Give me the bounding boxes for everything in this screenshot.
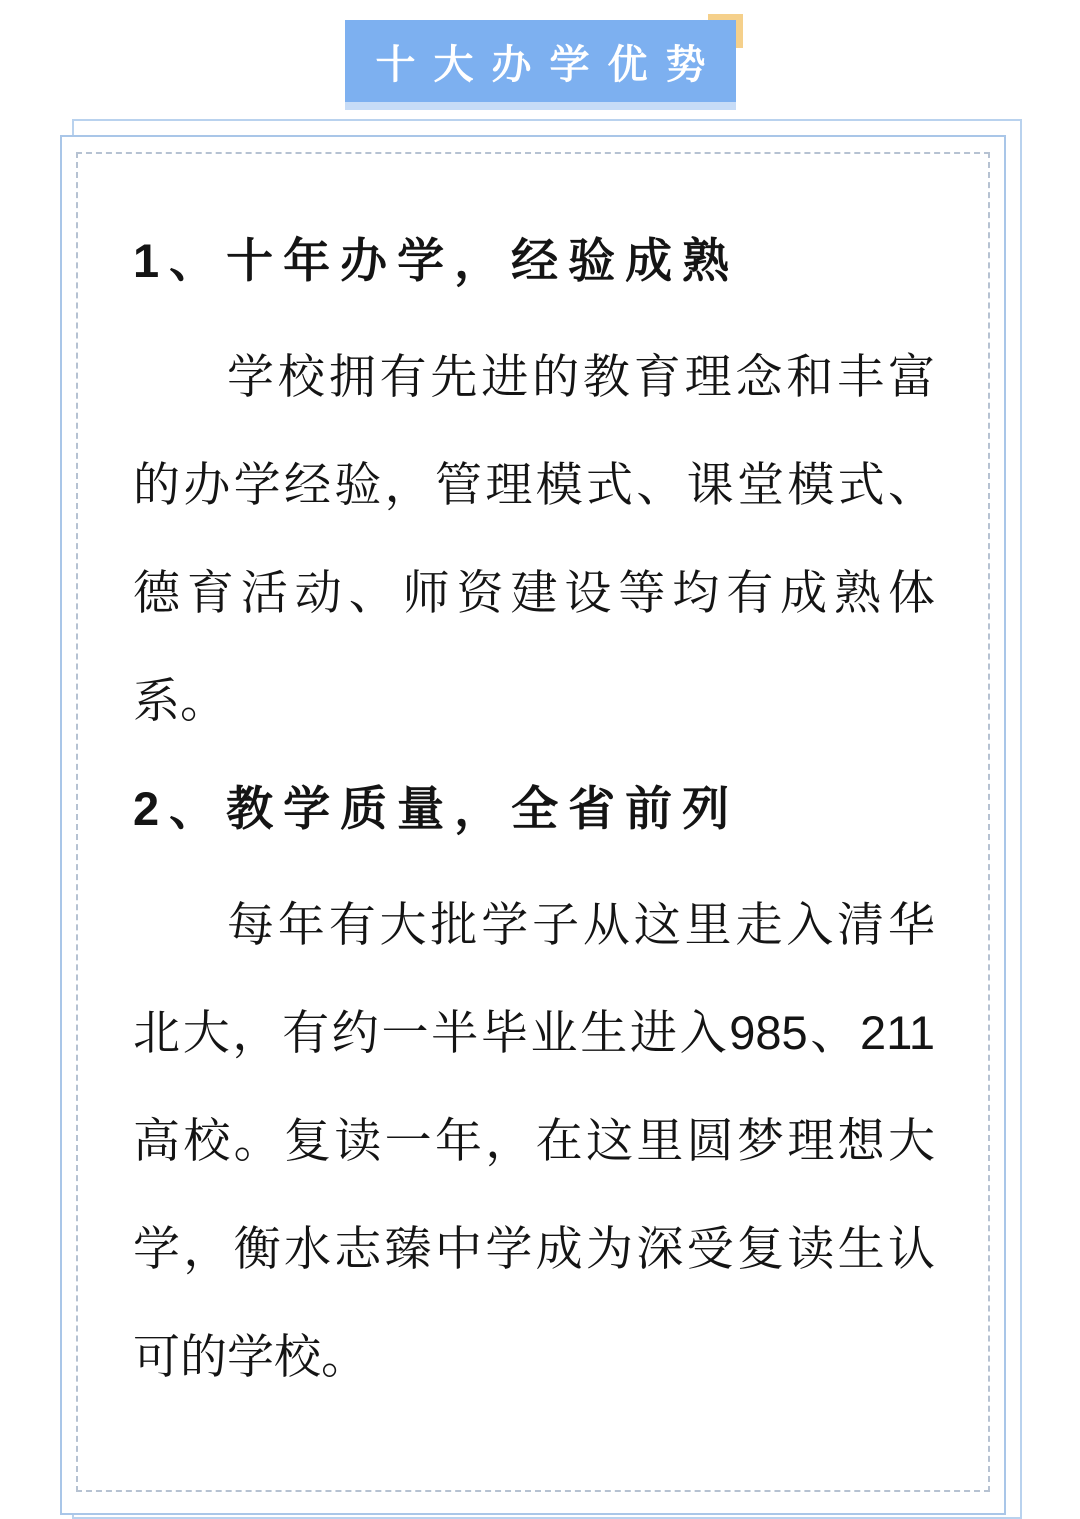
banner-shadow: [345, 102, 736, 110]
paragraph-line: 可的学校。: [133, 1330, 368, 1383]
banner-main: [345, 20, 736, 102]
section-2-paragraph: [133, 871, 935, 1411]
paragraph-line: 的办学经验，管理模式、课堂模式、: [133, 458, 935, 511]
page-title: 十大办学优势: [375, 42, 724, 87]
paragraph-line: 系。: [133, 674, 227, 727]
paragraph-line: 北大，有约一半毕业生进入985、211: [133, 1006, 935, 1059]
content-area: [78, 154, 988, 1411]
section-advantage-2: [133, 755, 935, 1411]
section-1-paragraph: [133, 323, 935, 755]
section-1-title: 1、十年办学，经验成熟: [133, 234, 740, 287]
section-advantage-1: [133, 207, 935, 755]
paragraph-line: 每年有大批学子从这里走入清华: [227, 898, 935, 951]
paragraph-line: 高校。复读一年，在这里圆梦理想大: [133, 1114, 935, 1167]
paragraph-line: 学校拥有先进的教育理念和丰富: [227, 350, 935, 403]
content-card: [60, 135, 1006, 1515]
paragraph-line: 德育活动、师资建设等均有成熟体: [133, 566, 935, 619]
paragraph-line: 学，衡水志臻中学成为深受复读生认: [133, 1222, 935, 1275]
section-2-title: 2、教学质量，全省前列: [133, 782, 740, 835]
title-banner: [345, 20, 736, 110]
dashed-border-box: [76, 152, 990, 1492]
